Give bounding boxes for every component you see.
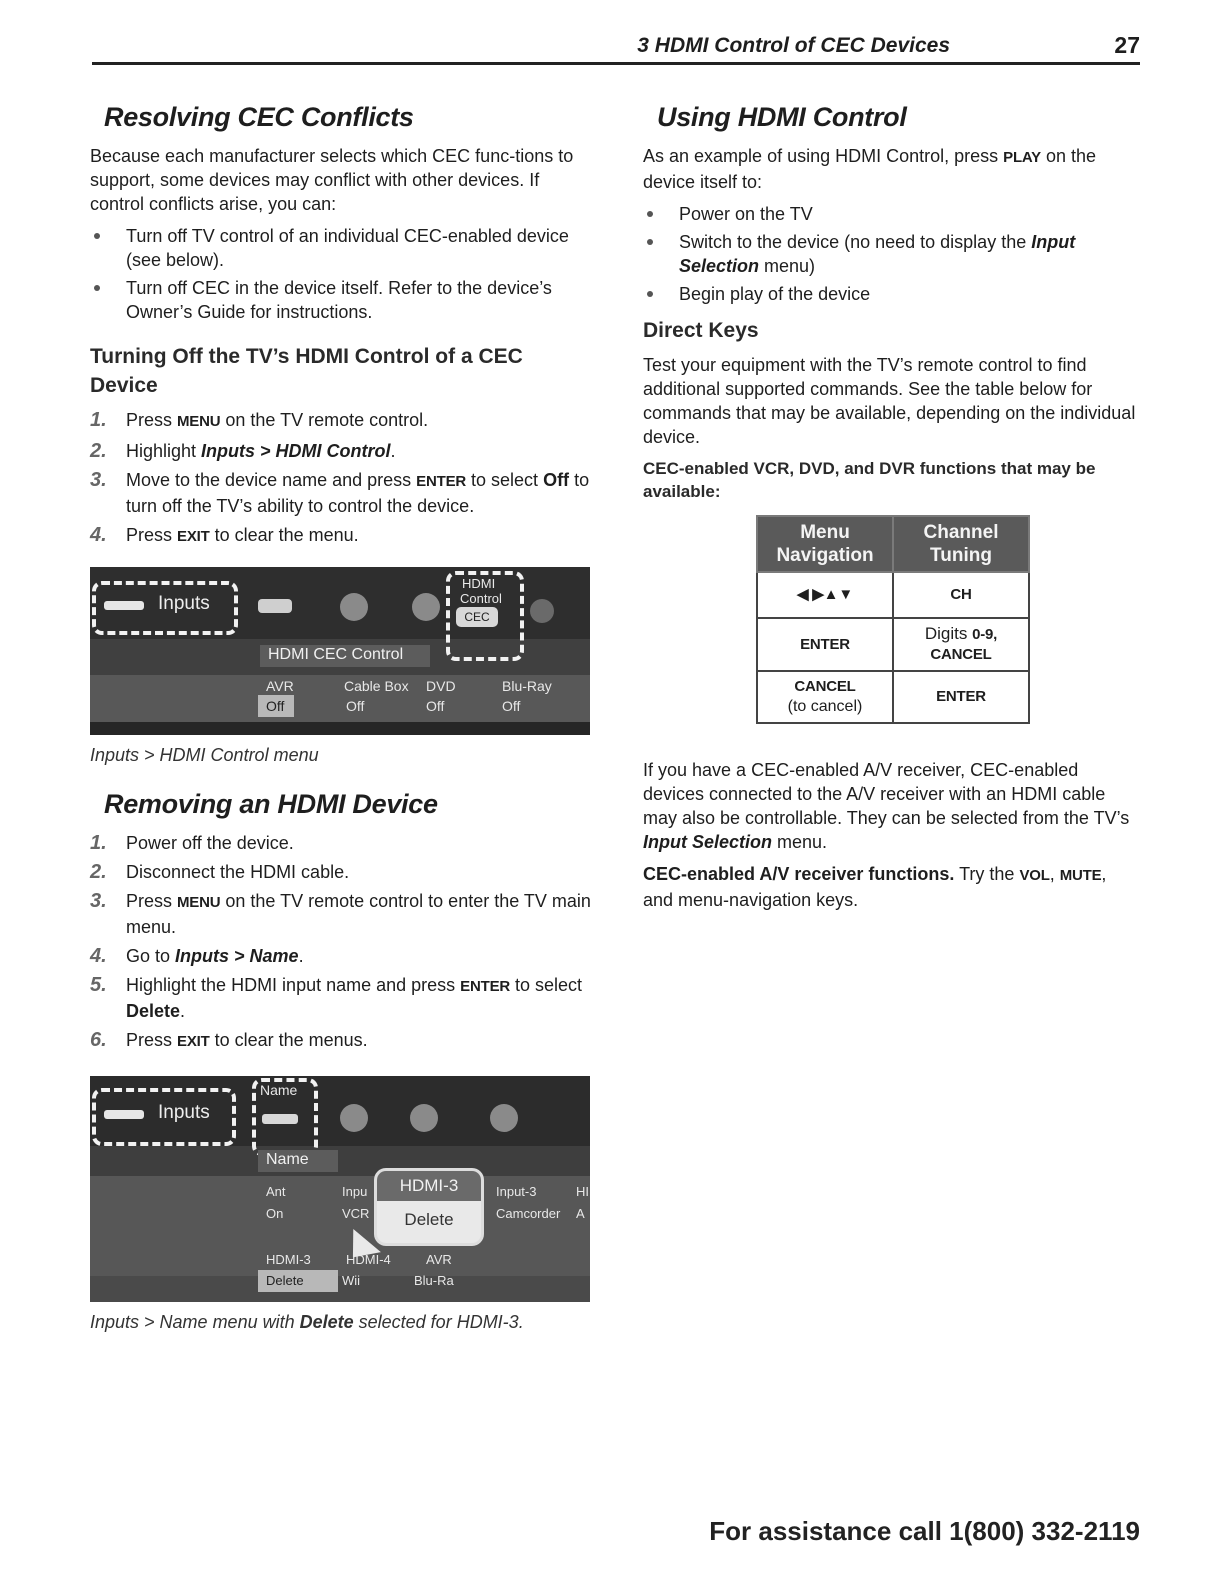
list-item: Switch to the device (no need to display the Input Selection menu) xyxy=(643,230,1138,278)
turning-off-steps xyxy=(90,408,595,549)
table-row: CANCEL (to cancel) ENTER xyxy=(757,671,1029,723)
inputs-label: Inputs xyxy=(158,593,210,614)
key-exit: EXIT xyxy=(177,528,210,545)
key-menu: MENU xyxy=(177,413,221,430)
list-item: 1. Press MENU on the TV remote control. xyxy=(90,409,429,431)
menu-circle-icon xyxy=(340,1104,368,1132)
menu-circle-icon xyxy=(412,593,440,621)
bullet-icon xyxy=(94,285,100,291)
heading-resolving-cec-conflicts: Resolving CEC Conflicts xyxy=(104,102,414,132)
col-header-channel-tuning: Channel Tuning xyxy=(893,516,1029,572)
removing-steps xyxy=(90,831,595,1054)
menu-circle-icon xyxy=(410,1104,438,1132)
direct-keys-table xyxy=(756,515,1030,724)
list-item: Turn off CEC in the device itself. Refer to the device’s Owner’s Guide for instructions. xyxy=(90,276,595,324)
page-number: 27 xyxy=(1114,32,1140,58)
left-column xyxy=(90,100,595,1354)
list-item: 5. Highlight the HDMI input name and press ENTER to select Delete. xyxy=(90,974,583,1021)
direct-keys-intro: Test your equipment with the TV’s remote control to find additional supported commands. See the table below for commands that may be available, depending on the individual device. xyxy=(643,355,1136,447)
list-item: 6. Press EXIT to clear the menus. xyxy=(90,1029,368,1051)
cec-icon: CEC xyxy=(456,607,498,627)
heading-direct-keys: Direct Keys xyxy=(643,319,759,342)
menu-circle-icon xyxy=(490,1104,518,1132)
heading-turning-off-hdmi-control: Turning Off the TV’s HDMI Control of a CEC Device xyxy=(90,345,523,397)
using-intro: As an example of using HDMI Control, press PLAY on the device itself to: xyxy=(643,146,1097,192)
list-item: Begin play of the device xyxy=(643,282,1138,306)
input-icon xyxy=(258,599,292,613)
list-item: Turn off TV control of an individual CEC-enabled device (see below). xyxy=(90,224,595,272)
bullet-icon xyxy=(94,233,100,239)
hdmi-control-menu-screenshot: Inputs HDMI Control CEC HDMI CEC Control AVR Cable Box DVD Blu-Ray Off Off Off Off xyxy=(90,567,590,735)
key-mute: MUTE xyxy=(1059,867,1102,884)
list-item: 4. Press EXIT to clear the menu. xyxy=(90,524,359,546)
list-item: 1. Power off the device. xyxy=(90,832,294,854)
key-enter: ENTER xyxy=(416,473,467,490)
list-item: 2. Disconnect the HDMI cable. xyxy=(90,861,350,883)
av-receiver-paragraph: If you have a CEC-enabled A/V receiver, CEC-enabled devices connected to the A/V receiver with an HDMI cable may also be controllable. They can be selected from the TV’s Input Selection menu. xyxy=(643,760,1130,852)
hdmi-cec-control-title: HDMI CEC Control xyxy=(268,646,404,663)
resolving-intro: Because each manufacturer selects which CEC func-tions to support, some devices may conflict with other devices. If control conflicts arise, you can: xyxy=(90,146,574,214)
menu-circle-icon xyxy=(340,593,368,621)
functions-subheading: CEC-enabled VCR, DVD, and DVR functions that may be available: xyxy=(643,459,1096,501)
av-receiver-functions: CEC-enabled A/V receiver functions. Try the VOL, MUTE, and menu-navigation keys. xyxy=(643,864,1107,910)
key-vol: VOL xyxy=(1019,867,1050,884)
key-exit: EXIT xyxy=(177,1033,210,1050)
using-bullets xyxy=(643,202,1138,306)
list-item: Power on the TV xyxy=(643,202,1138,226)
list-item: 4. Go to Inputs > Name. xyxy=(90,945,304,967)
menu-circle-icon xyxy=(530,599,554,623)
list-item: 3. Press MENU on the TV remote control to enter the TV main menu. xyxy=(90,890,591,937)
table-row: ◀ ▶▲▼ CH xyxy=(757,572,1029,618)
hdmi-3-popup xyxy=(374,1168,484,1246)
popup-delete-option[interactable]: Delete xyxy=(404,1210,454,1229)
name-tag-icon xyxy=(262,1114,298,1124)
arrow-keys-icon: ◀ ▶▲▼ xyxy=(757,572,893,618)
bullet-icon xyxy=(647,239,653,245)
key-play: PLAY xyxy=(1003,149,1041,166)
right-column xyxy=(643,100,1138,920)
list-item: 2. Highlight Inputs > HDMI Control. xyxy=(90,440,396,462)
assistance-footer: For assistance call 1(800) 332-2119 xyxy=(709,1516,1140,1546)
popup-title: HDMI-3 xyxy=(377,1171,481,1201)
name-menu-screenshot: Inputs Name Name Ant Inpu Input-3 HI On VCR Camcorder A HDMI-3 HDMI-4 AVR Delete Wii Blu-Ra HDMI-3 Delete xyxy=(90,1076,590,1302)
hdmi-control-caption: Inputs > HDMI Control menu xyxy=(90,745,319,765)
heading-using-hdmi-control: Using HDMI Control xyxy=(657,102,907,132)
name-menu-caption: Inputs > Name menu with Delete selected for HDMI-3. xyxy=(90,1312,524,1332)
hdmi-cable-icon xyxy=(104,601,144,610)
chapter-title: 3 HDMI Control of CEC Devices xyxy=(637,34,950,57)
bullet-icon xyxy=(647,211,653,217)
heading-removing-hdmi-device: Removing an HDMI Device xyxy=(104,789,438,819)
bullet-icon xyxy=(647,291,653,297)
key-enter: ENTER xyxy=(460,978,511,995)
inputs-label: Inputs xyxy=(158,1102,210,1123)
page-header xyxy=(92,30,1140,65)
list-item: 3. Move to the device name and press ENTER to select Off to turn off the TV’s ability to control the device. xyxy=(90,469,590,516)
hdmi-cable-icon xyxy=(104,1110,144,1119)
col-header-menu-navigation: Menu Navigation xyxy=(757,516,893,572)
table-header-row xyxy=(757,516,1029,572)
table-row: ENTER Digits 0-9, CANCEL xyxy=(757,618,1029,671)
key-menu: MENU xyxy=(177,894,221,911)
name-menu-title: Name xyxy=(266,1151,309,1168)
resolving-bullets xyxy=(90,224,595,324)
